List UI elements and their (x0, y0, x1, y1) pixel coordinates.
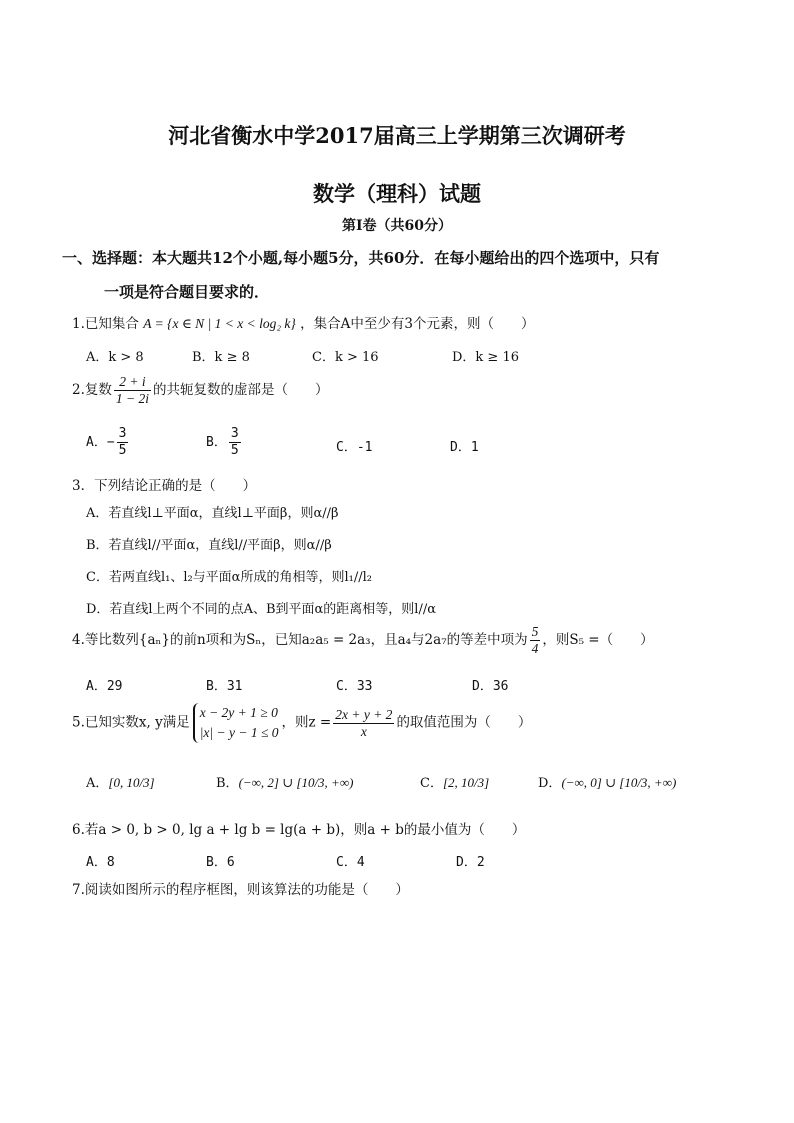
q2-b-den: 5 (230, 443, 239, 458)
exam-subtitle: 数学（理科）试题 (313, 181, 481, 206)
q3-option-c: C．若两直线l₁、l₂与平面α所成的角相等，则l₁//l₂ (86, 570, 372, 585)
question-5-stem (72, 703, 531, 743)
q6-option-c: C．4 (336, 855, 365, 870)
q5-option-c-text: [2, 10/3] (442, 775, 490, 790)
q5-frac-den: x (360, 723, 367, 739)
question-4-stem (72, 624, 654, 657)
q3-option-b: B．若直线l//平面α，直线l//平面β，则α//β (86, 538, 332, 553)
q5-fraction (333, 707, 394, 740)
exam-title: 河北省衡水中学2017届高三上学期第三次调研考 (168, 123, 626, 148)
q5-option-c (420, 772, 489, 791)
q5-option-a (86, 772, 155, 791)
q1-option-d: D．k ≥ 16 (452, 350, 519, 365)
q5-prefix: 5.已知实数x, y满足 (72, 714, 190, 731)
q5-option-a-label: A． (86, 776, 109, 791)
q2-frac-num: 2 + i (114, 374, 151, 391)
q4-option-d: D．36 (472, 679, 509, 694)
q5-option-b (216, 772, 353, 791)
q1-suffix: ，集合A中至少有3个元素，则（ ） (300, 316, 535, 332)
q2-frac-den: 1 − 2i (115, 391, 150, 406)
q5-frac-num: 2x + y + 2 (335, 706, 393, 722)
question-7-stem: 7.阅读如图所示的程序框图，则该算法的功能是（ ） (72, 882, 409, 898)
part-label: 第Ⅰ卷（共60分） (341, 218, 453, 234)
q2-option-a-label: A．− (86, 435, 115, 450)
q5-option-c-label: C． (420, 776, 443, 791)
q1-set-math: A = {x ∈ N | 1 < x < log₂ k} (143, 316, 296, 331)
q5-option-d-text: (−∞, 0] ∪ [10/3, +∞) (561, 775, 677, 790)
q5-option-d (538, 772, 676, 791)
q6-option-a: A．8 (86, 855, 115, 870)
q4-option-a: A．29 (86, 679, 123, 694)
q5-constraint-1: x − 2y + 1 ≥ 0 (199, 705, 278, 720)
q2-option-a (86, 426, 130, 459)
q2-option-a-frac (117, 426, 129, 459)
q1-option-c: C．k > 16 (312, 350, 379, 365)
section-heading-line1: 一、选择题：本大题共12个小题,每小题5分，共60分．在每小题给出的四个选项中，只有 (62, 249, 660, 267)
q2-a-den: 5 (118, 443, 127, 458)
q2-b-num: 3 (230, 426, 239, 441)
q1-option-a: A．k > 8 (86, 350, 144, 365)
q2-prefix: 2.复数 (72, 382, 112, 398)
q4-suffix: ，则S₅ =（ ） (542, 632, 654, 648)
question-1-stem (72, 312, 534, 332)
q5-mid: ，则z = (281, 714, 332, 731)
q5-option-b-text: (−∞, 2] ∪ [10/3, +∞) (238, 775, 354, 790)
q4-prefix: 4.等比数列{aₙ}的前n项和为Sₙ，已知a₂a₅ = 2a₃，且a₄与2a₇的等差中项为 (72, 632, 528, 648)
q2-option-b-frac (229, 426, 241, 459)
q2-option-c: C．-1 (336, 440, 373, 455)
q2-suffix: 的共轭复数的虚部是（ ） (153, 382, 329, 398)
q6-option-b: B．6 (206, 855, 235, 870)
q1-option-b: B．k ≥ 8 (192, 350, 250, 365)
q4-fraction (530, 624, 541, 657)
q2-option-b-label: B． (206, 435, 227, 450)
q4-frac-den: 4 (531, 641, 539, 656)
q6-option-d: D．2 (456, 855, 485, 870)
q5-option-d-label: D． (538, 776, 562, 791)
q3-option-d: D．若直线l上两个不同的点A、B到平面α的距离相等，则l//α (86, 602, 436, 617)
q5-constraint-2: |x| − y − 1 ≤ 0 (199, 725, 279, 740)
q2-option-b (206, 426, 243, 459)
q1-prefix: 1.已知集合 (72, 316, 139, 332)
q5-constraint-system (193, 703, 279, 743)
q5-suffix: 的取值范围为（ ） (396, 714, 532, 731)
q4-option-b: B．31 (206, 679, 243, 694)
q2-fraction (114, 374, 151, 407)
question-2-stem (72, 374, 329, 407)
q3-option-a: A．若直线l⊥平面α，直线l⊥平面β，则α//β (86, 506, 339, 521)
q2-option-d: D．1 (450, 440, 479, 455)
q5-option-b-label: B． (216, 776, 239, 791)
question-6-stem: 6.若a > 0, b > 0, lg a + lg b = lg(a + b)，则a + b的最小值为（ ） (72, 822, 526, 838)
q4-option-c: C．33 (336, 679, 373, 694)
question-3-stem: 3．下列结论正确的是（ ） (72, 478, 257, 494)
q5-option-a-text: [0, 10/3] (108, 775, 155, 790)
section-heading (62, 241, 742, 309)
q2-a-num: 3 (118, 426, 127, 441)
section-heading-line2: 一项是符合题目要求的． (104, 283, 270, 301)
q4-frac-num: 5 (531, 624, 539, 639)
